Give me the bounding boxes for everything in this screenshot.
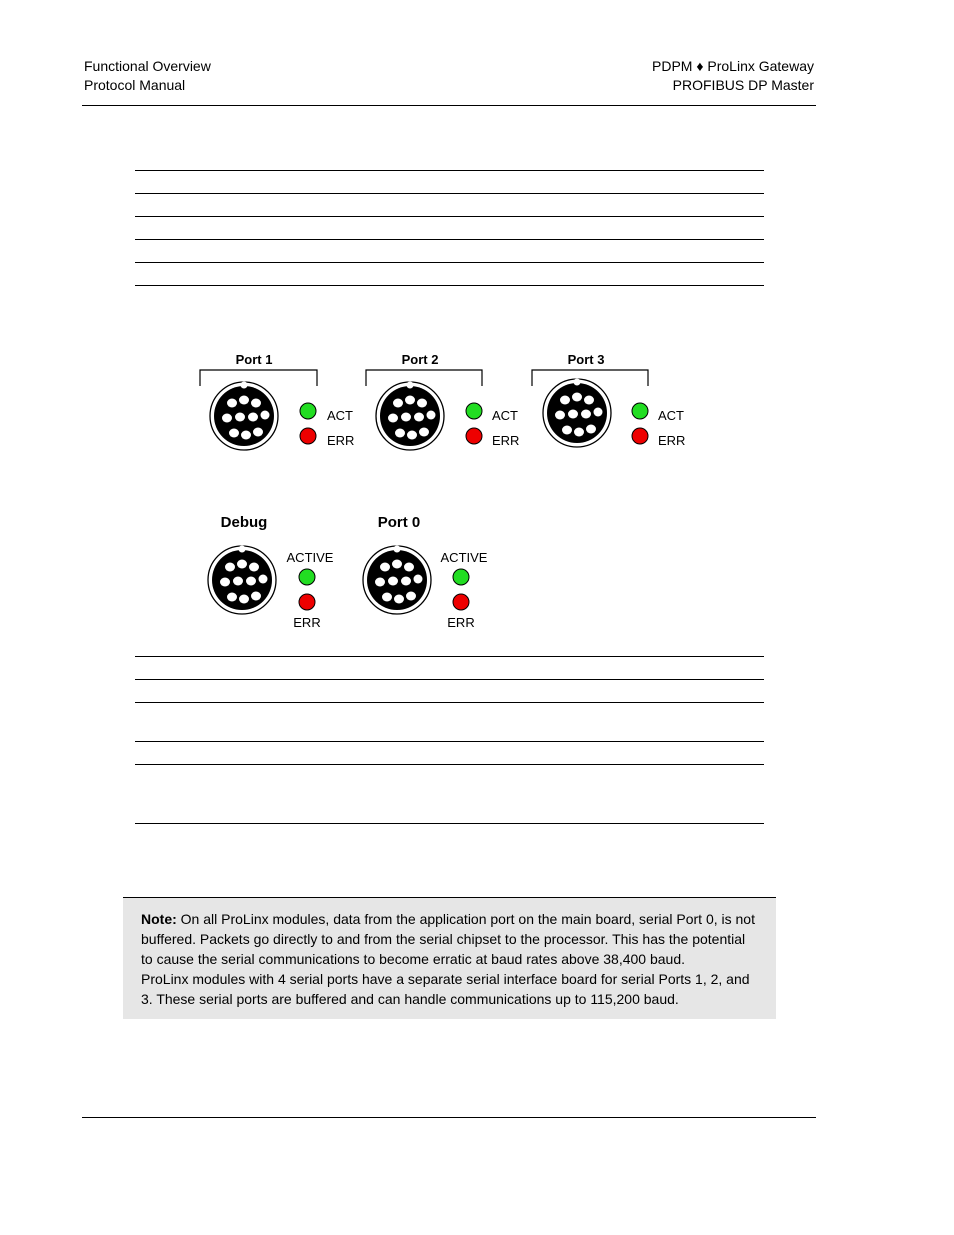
debug-err-label: ERR xyxy=(293,615,321,630)
debug-port-label: Debug xyxy=(220,514,268,531)
note-line: ProLinx modules with 4 serial ports have a separate serial interface board for serial Ports 1, 2, and xyxy=(141,971,750,987)
port-1-bracket xyxy=(200,370,317,386)
note-line: to cause the serial communications to become erratic at baud rates above 38,400 baud. xyxy=(141,951,685,967)
protocol-title: PROFIBUS DP Master xyxy=(672,77,814,93)
port-1-err-led xyxy=(300,428,316,444)
port-3-act-led xyxy=(632,403,648,419)
debug-active-led xyxy=(299,569,315,585)
port-0-err-led xyxy=(453,594,469,610)
port-2-group xyxy=(366,352,519,450)
debug-port-connector xyxy=(208,546,276,615)
table-rule xyxy=(135,702,764,703)
port-2-act-led xyxy=(466,403,482,419)
port-2-bracket xyxy=(366,370,482,386)
port-3-group xyxy=(532,352,685,448)
note-box xyxy=(123,897,776,1019)
port-3-act-label: ACT xyxy=(658,408,684,423)
note-label: Note: xyxy=(141,911,177,927)
port-2-err-label: ERR xyxy=(492,433,520,448)
port-0-err-label: ERR xyxy=(447,615,475,630)
note-line: 3. These serial ports are buffered and can handle communications up to 115,200 baud. xyxy=(141,991,679,1007)
port-0-group xyxy=(363,514,488,630)
port-3-err-label: ERR xyxy=(658,433,686,448)
port-0-active-label: ACTIVE xyxy=(440,550,488,565)
port-1-group xyxy=(200,352,354,450)
port-3-connector xyxy=(543,379,611,448)
debug-err-led xyxy=(299,594,315,610)
table-rule xyxy=(135,741,764,742)
footer-rule xyxy=(82,1117,816,1118)
debug-port-group xyxy=(208,514,334,630)
table-rule xyxy=(135,823,764,824)
port-1-label: Port 1 xyxy=(235,352,273,367)
port-0-connector xyxy=(363,546,431,615)
port-3-label: Port 3 xyxy=(567,352,605,367)
table-rule xyxy=(135,679,764,680)
note-line: Note: On all ProLinx modules, data from the application port on the main board, serial Port 0, is not xyxy=(141,911,755,927)
port-1-err-label: ERR xyxy=(327,433,355,448)
port-1-connector xyxy=(210,382,278,451)
port-2-connector xyxy=(376,382,444,451)
product-title: PDPM ♦ ProLinx Gateway xyxy=(652,58,814,74)
note-line: buffered. Packets go directly to and from the serial chipset to the processor. This has the potential xyxy=(141,931,746,947)
debug-active-label: ACTIVE xyxy=(286,550,334,565)
port-2-label: Port 2 xyxy=(401,352,439,367)
manual-title: Protocol Manual xyxy=(84,77,186,93)
port-0-active-led xyxy=(453,569,469,585)
port-0-label: Port 0 xyxy=(377,514,421,531)
port-1-act-label: ACT xyxy=(327,408,353,423)
table-rule xyxy=(135,656,764,657)
section-title: Functional Overview xyxy=(84,58,211,74)
port-2-err-led xyxy=(466,428,482,444)
port-1-act-led xyxy=(300,403,316,419)
table-rule xyxy=(135,764,764,765)
port-3-err-led xyxy=(632,428,648,444)
port-2-act-label: ACT xyxy=(492,408,518,423)
